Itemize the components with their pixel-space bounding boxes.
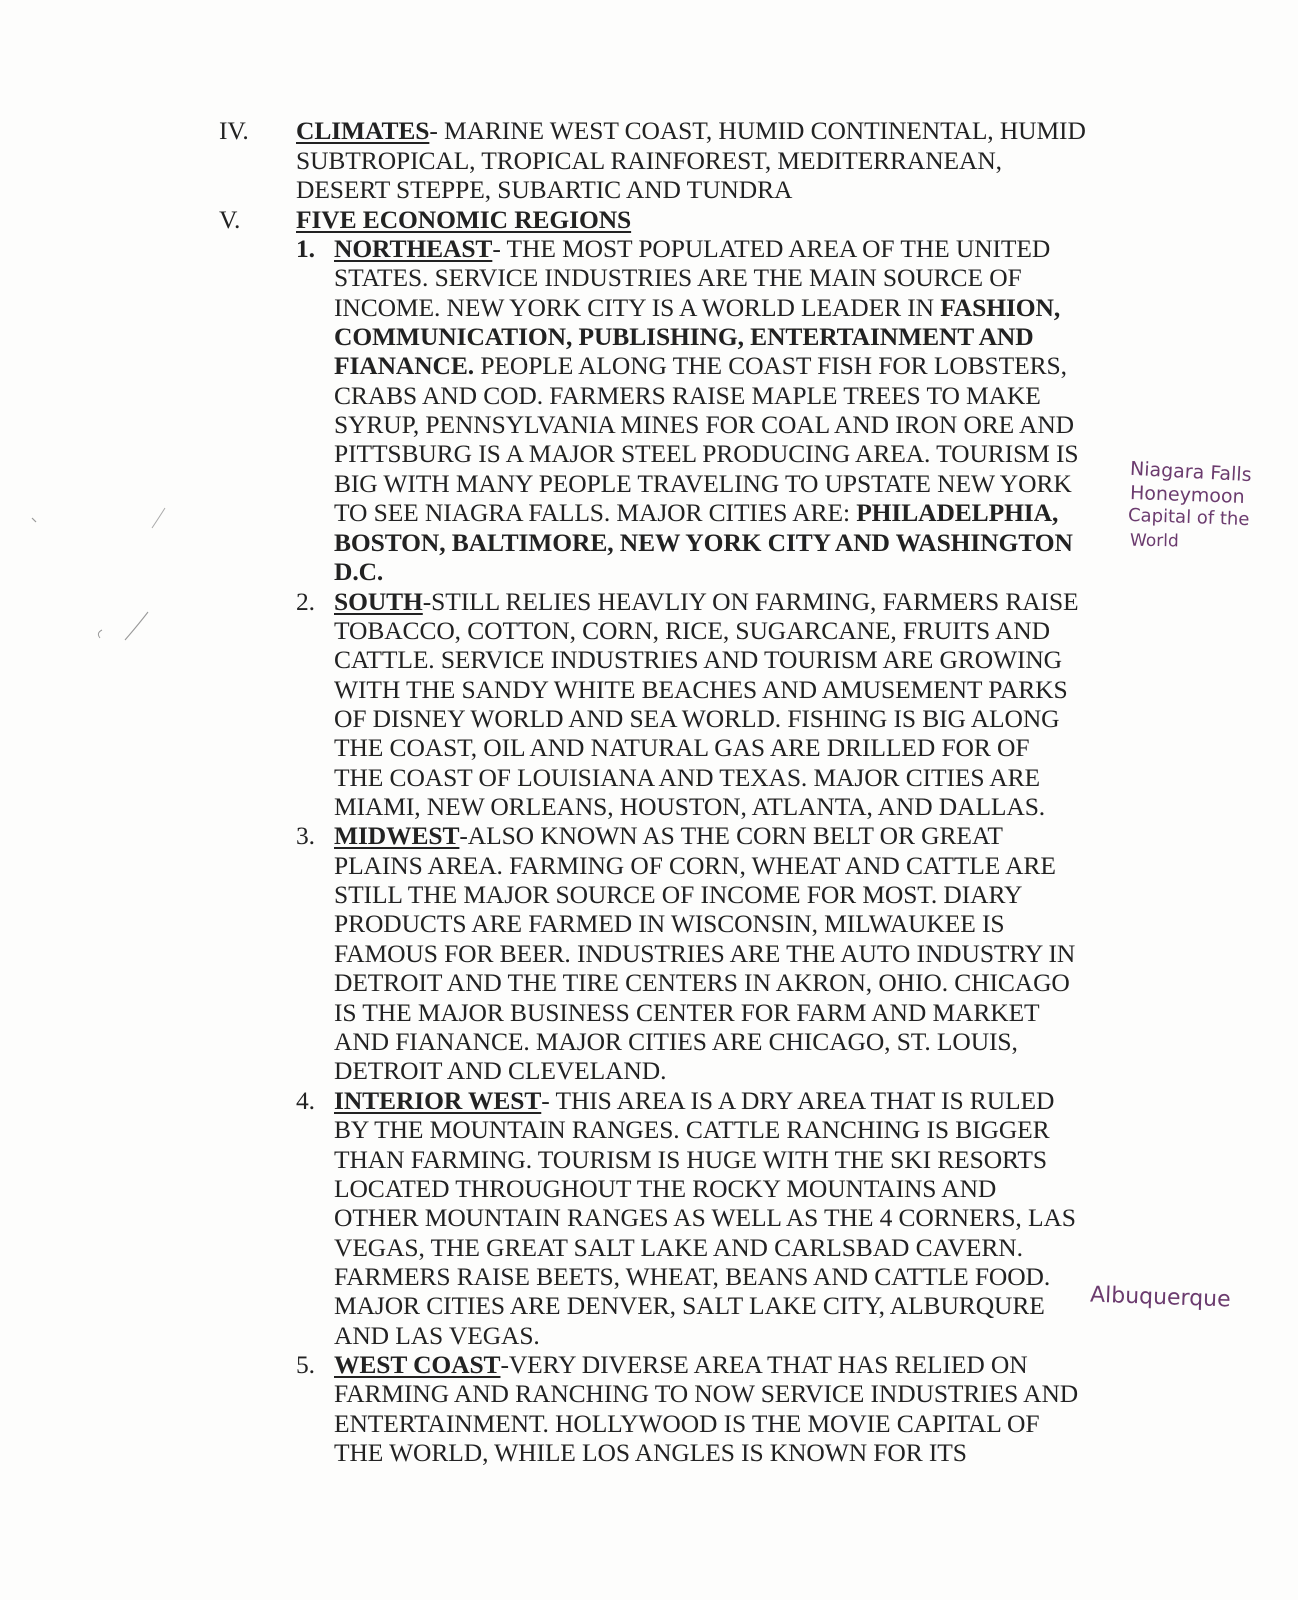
handwritten-note-niagara-1: Niagara Falls bbox=[1129, 457, 1253, 487]
body-line: ENTERTAINMENT. HOLLYWOOD IS THE MOVIE CAPITAL OF bbox=[334, 1409, 1040, 1438]
region-south-line: SOUTH-STILL RELIES HEAVLIY ON FARMING, FARMERS RAISE bbox=[334, 587, 1079, 616]
body-line: BOSTON, BALTIMORE, NEW YORK CITY AND WASHINGTON bbox=[334, 528, 1073, 557]
body-line: SYRUP, PENNSYLVANIA MINES FOR COAL AND IRON ORE AND bbox=[334, 410, 1074, 439]
section-heading: FIVE ECONOMIC REGIONS bbox=[296, 205, 632, 234]
region-interior-west-line: INTERIOR WEST- THIS AREA IS A DRY AREA THAT IS RULED bbox=[334, 1086, 1055, 1115]
body-line: BIG WITH MANY PEOPLE TRAVELING TO UPSTATE NEW YORK bbox=[334, 469, 1072, 498]
body-line: PITTSBURG IS A MAJOR STEEL PRODUCING AREA. TOURISM IS bbox=[334, 439, 1079, 468]
body-line: MAJOR CITIES ARE DENVER, SALT LAKE CITY, ALBURQURE bbox=[334, 1291, 1045, 1320]
body-line: PRODUCTS ARE FARMED IN WISCONSIN, MILWAUKEE IS bbox=[334, 909, 1005, 938]
body-line: SUBTROPICAL, TROPICAL RAINFOREST, MEDITERRANEAN, bbox=[296, 146, 1002, 175]
list-number: 4. bbox=[296, 1086, 315, 1115]
body-line: STILL THE MAJOR SOURCE OF INCOME FOR MOST. DIARY bbox=[334, 880, 1023, 909]
list-number: 1. bbox=[296, 234, 315, 263]
body-line: THAN FARMING. TOURISM IS HUGE WITH THE SKI RESORTS bbox=[334, 1145, 1047, 1174]
section-numeral: V. bbox=[219, 205, 241, 234]
body-line: THE COAST OF LOUISIANA AND TEXAS. MAJOR CITIES ARE bbox=[334, 763, 1040, 792]
body-line: INCOME. NEW YORK CITY IS A WORLD LEADER IN FASHION, bbox=[334, 293, 1061, 322]
body-line: IS THE MAJOR BUSINESS CENTER FOR FARM AND MARKET bbox=[334, 998, 1040, 1027]
list-number: 5. bbox=[296, 1350, 315, 1379]
body-line: AND LAS VEGAS. bbox=[334, 1321, 540, 1350]
body-line: AND FIANANCE. MAJOR CITIES ARE CHICAGO, ST. LOUIS, bbox=[334, 1027, 1018, 1056]
body-line: DETROIT AND THE TIRE CENTERS IN AKRON, OHIO. CHICAGO bbox=[334, 968, 1070, 997]
body-line: THE WORLD, WHILE LOS ANGLES IS KNOWN FOR ITS bbox=[334, 1438, 967, 1467]
handwritten-note-niagara-2: Honeymoon bbox=[1129, 482, 1246, 508]
section-numeral: IV. bbox=[219, 116, 249, 145]
body-line: WITH THE SANDY WHITE BEACHES AND AMUSEMENT PARKS bbox=[334, 675, 1068, 704]
region-heading: NORTHEAST bbox=[334, 234, 493, 263]
body-line: THE COAST, OIL AND NATURAL GAS ARE DRILLED FOR OF bbox=[334, 733, 1030, 762]
body-line: CATTLE. SERVICE INDUSTRIES AND TOURISM ARE GROWING bbox=[334, 645, 1063, 674]
handwritten-note-niagara-4: World bbox=[1129, 530, 1179, 552]
section-iv-line: CLIMATES- MARINE WEST COAST, HUMID CONTINENTAL, HUMID bbox=[296, 116, 1086, 145]
region-northeast-line: NORTHEAST- THE MOST POPULATED AREA OF THE UNITED bbox=[334, 234, 1051, 263]
region-midwest-line: MIDWEST-ALSO KNOWN AS THE CORN BELT OR GREAT bbox=[334, 821, 1003, 850]
body-line: MIAMI, NEW ORLEANS, HOUSTON, ATLANTA, AND DALLAS. bbox=[334, 792, 1046, 821]
body-line: D.C. bbox=[334, 557, 384, 586]
body-line: LOCATED THROUGHOUT THE ROCKY MOUNTAINS AND bbox=[334, 1174, 997, 1203]
body-line: STATES. SERVICE INDUSTRIES ARE THE MAIN SOURCE OF bbox=[334, 263, 1022, 292]
body-line: TO SEE NIAGRA FALLS. MAJOR CITIES ARE: PHILADELPHIA, bbox=[334, 498, 1059, 527]
margin-pencil-marks bbox=[20, 500, 190, 660]
handwritten-note-niagara-3: Capital of the bbox=[1127, 504, 1250, 531]
body-line: COMMUNICATION, PUBLISHING, ENTERTAINMENT AND bbox=[334, 322, 1034, 351]
section-heading: CLIMATES bbox=[296, 116, 430, 145]
body-line: TOBACCO, COTTON, CORN, RICE, SUGARCANE, FRUITS AND bbox=[334, 616, 1050, 645]
region-heading: INTERIOR WEST bbox=[334, 1086, 542, 1115]
body-line: DESERT STEPPE, SUBARTIC AND TUNDRA bbox=[296, 175, 793, 204]
region-heading: SOUTH bbox=[334, 587, 423, 616]
region-heading: MIDWEST bbox=[334, 821, 460, 850]
region-heading: WEST COAST bbox=[334, 1350, 501, 1379]
body-line: VEGAS, THE GREAT SALT LAKE AND CARLSBAD CAVERN. bbox=[334, 1233, 1023, 1262]
body-line: CRABS AND COD. FARMERS RAISE MAPLE TREES TO MAKE bbox=[334, 381, 1041, 410]
body-line: OF DISNEY WORLD AND SEA WORLD. FISHING IS BIG ALONG bbox=[334, 704, 1060, 733]
body-line: FAMOUS FOR BEER. INDUSTRIES ARE THE AUTO INDUSTRY IN bbox=[334, 939, 1076, 968]
region-west-coast-line: WEST COAST-VERY DIVERSE AREA THAT HAS RELIED ON bbox=[334, 1350, 1028, 1379]
list-number: 2. bbox=[296, 587, 315, 616]
body-line: BY THE MOUNTAIN RANGES. CATTLE RANCHING IS BIGGER bbox=[334, 1115, 1050, 1144]
body-line: PLAINS AREA. FARMING OF CORN, WHEAT AND CATTLE ARE bbox=[334, 851, 1056, 880]
body-line: FIANANCE. PEOPLE ALONG THE COAST FISH FOR LOBSTERS, bbox=[334, 351, 1067, 380]
body-line: FARMING AND RANCHING TO NOW SERVICE INDUSTRIES AND bbox=[334, 1379, 1079, 1408]
body-line: DETROIT AND CLEVELAND. bbox=[334, 1056, 667, 1085]
body-line: OTHER MOUNTAIN RANGES AS WELL AS THE 4 CORNERS, LAS bbox=[334, 1203, 1076, 1232]
list-number: 3. bbox=[296, 821, 315, 850]
handwritten-note-albuquerque: Albuquerque bbox=[1089, 1282, 1232, 1313]
body-line: FARMERS RAISE BEETS, WHEAT, BEANS AND CATTLE FOOD. bbox=[334, 1262, 1051, 1291]
